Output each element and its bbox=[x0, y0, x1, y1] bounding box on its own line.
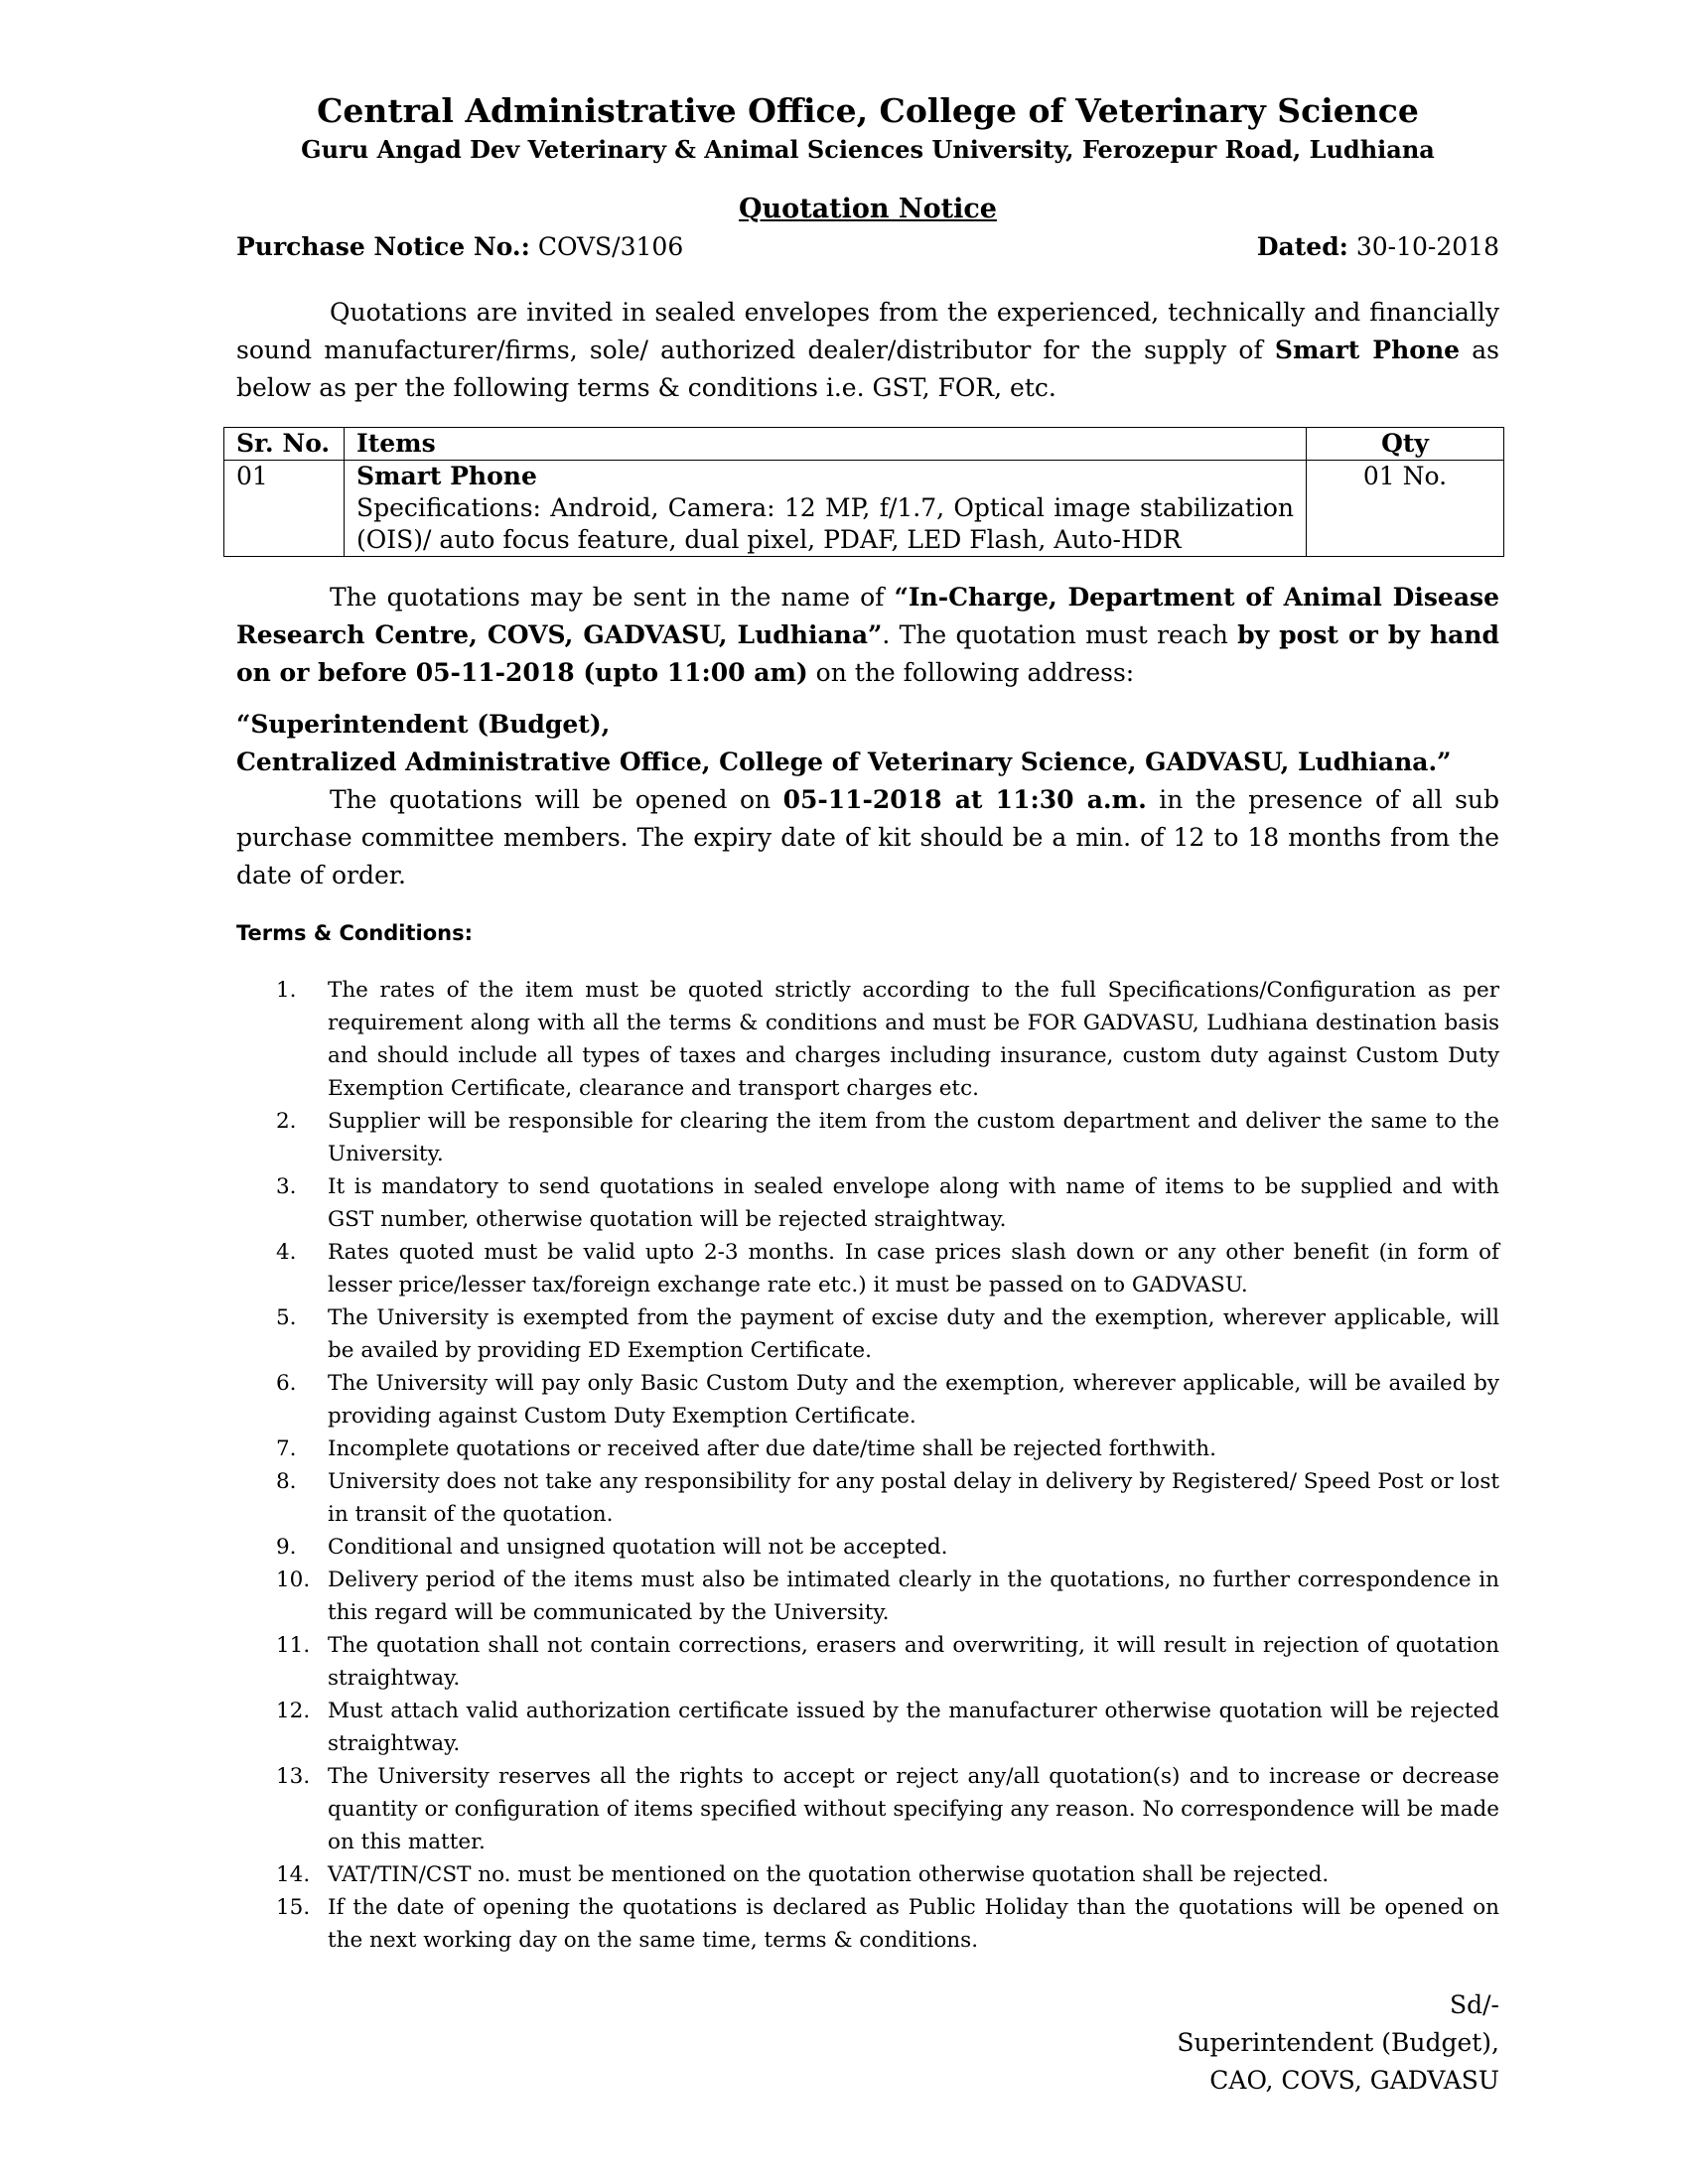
term-item bbox=[236, 1236, 1499, 1301]
purchase-notice-number: COVS/3106 bbox=[537, 232, 684, 261]
term-number: 3. bbox=[276, 1174, 297, 1199]
table-header-row bbox=[224, 428, 1504, 461]
items-table bbox=[223, 427, 1504, 557]
term-text: If the date of opening the quotations is declared as Public Holiday than the quotations will be opened on the next working day on the same time, terms & conditions. bbox=[328, 1895, 1499, 1953]
term-text: Incomplete quotations or received after due date/time shall be rejected forthwith. bbox=[328, 1436, 1216, 1461]
term-text: The University is exempted from the payment of excise duty and the exemption, wherever applicable, will be availed by providing ED Exemption Certificate. bbox=[328, 1305, 1499, 1363]
term-text: Supplier will be responsible for clearing the item from the custom department and deliver the same to the University. bbox=[328, 1109, 1499, 1166]
term-item bbox=[236, 974, 1499, 1105]
university-subtitle: Guru Angad Dev Veterinary & Animal Sciences University, Ferozepur Road, Ludhiana bbox=[301, 135, 1435, 164]
reference-line bbox=[236, 230, 1499, 264]
address-line-2: Centralized Administrative Office, College of Veterinary Science, GADVASU, Ludhiana.” bbox=[236, 748, 1452, 776]
terms-heading: Terms & Conditions: bbox=[236, 921, 473, 945]
intro-item: Smart Phone bbox=[1274, 336, 1461, 364]
term-text: The quotation shall not contain corrections, erasers and overwriting, it will result in rejection of quotation straightway. bbox=[328, 1633, 1499, 1691]
term-text: Conditional and unsigned quotation will not be accepted. bbox=[328, 1535, 948, 1560]
term-number: 2. bbox=[276, 1109, 297, 1134]
purchase-notice bbox=[236, 230, 683, 264]
submission-text-2: . The quotation must reach bbox=[882, 620, 1238, 649]
cell-item bbox=[345, 461, 1307, 557]
item-specifications: Specifications: Android, Camera: 12 MP, f/1.7, Optical image stabilization (OIS)/ auto focus feature, dual pixel, PDAF, LED Flash, Auto-HDR bbox=[356, 493, 1294, 554]
submission-text: The quotations may be sent in the name of bbox=[330, 583, 895, 612]
term-number: 15. bbox=[276, 1895, 311, 1920]
term-text: The rates of the item must be quoted strictly according to the full Specifications/Configuration as per requirement along with all the terms & conditions and must be FOR GADVASU, Ludhiana destination basis and should include all types of taxes and charges including insurance, custom duty against Custom Duty Exemption Certificate, clearance and transport charges etc. bbox=[328, 978, 1499, 1101]
term-text: VAT/TIN/CST no. must be mentioned on the quotation otherwise quotation shall be rejected. bbox=[328, 1862, 1330, 1887]
office-title: Central Administrative Office, College of Veterinary Science bbox=[317, 91, 1419, 130]
notice-title: Quotation Notice bbox=[739, 194, 997, 224]
signature-office: CAO, COVS, GADVASU bbox=[1209, 2066, 1499, 2095]
opening-text-2: in the presence of all sub purchase committee members. The expiry date of kit should be a min. of 12 to 18 months from the date of order. bbox=[236, 785, 1500, 889]
term-text: The University reserves all the rights to accept or reject any/all quotation(s) and to increase or decrease quantity or configuration of items specified without specifying any reason. No correspondence will be made on this matter. bbox=[328, 1764, 1499, 1854]
term-number: 7. bbox=[276, 1436, 297, 1461]
term-item bbox=[236, 1170, 1499, 1236]
opening-datetime: 05-11-2018 at 11:30 a.m. bbox=[782, 785, 1147, 814]
term-item bbox=[236, 1465, 1499, 1531]
term-number: 13. bbox=[276, 1764, 311, 1789]
term-text: University does not take any responsibility for any postal delay in delivery by Registered/ Speed Post or lost in transit of the quotation. bbox=[328, 1469, 1499, 1527]
header-qty: Qty bbox=[1307, 428, 1504, 461]
term-number: 4. bbox=[276, 1240, 297, 1265]
term-item bbox=[236, 1629, 1499, 1695]
submission-text-3: on the following address: bbox=[807, 658, 1135, 687]
header-items: Items bbox=[345, 428, 1307, 461]
header-sr-no: Sr. No. bbox=[224, 428, 345, 461]
purchase-notice-label: Purchase Notice No.: bbox=[236, 232, 530, 261]
submission-deadline: by post or by hand on or before 05-11-2018 (upto 11:00 am) bbox=[236, 620, 1499, 687]
opening-paragraph bbox=[236, 781, 1499, 894]
term-item bbox=[236, 1531, 1499, 1564]
notice-date bbox=[1257, 230, 1499, 264]
term-item bbox=[236, 1367, 1499, 1433]
cell-qty: 01 No. bbox=[1307, 461, 1504, 557]
signature-designation: Superintendent (Budget), bbox=[1177, 2028, 1499, 2057]
term-item bbox=[236, 1105, 1499, 1170]
term-text: It is mandatory to send quotations in sealed envelope along with name of items to be supplied and with GST number, otherwise quotation will be rejected straightway. bbox=[328, 1174, 1499, 1232]
term-item bbox=[236, 1564, 1499, 1629]
addressee-name: “In-Charge, Department of Animal Disease Research Centre, COVS, GADVASU, Ludhiana” bbox=[236, 583, 1499, 649]
term-item bbox=[236, 1858, 1499, 1891]
term-item bbox=[236, 1433, 1499, 1465]
term-text: Must attach valid authorization certificate issued by the manufacturer otherwise quotation will be rejected straightway. bbox=[328, 1699, 1499, 1756]
term-text: Delivery period of the items must also be intimated clearly in the quotations, no further correspondence in this regard will be communicated by the University. bbox=[328, 1568, 1499, 1625]
table-row bbox=[224, 461, 1504, 557]
address-line-1: “Superintendent (Budget), bbox=[236, 710, 611, 739]
dated-label: Dated: bbox=[1256, 232, 1348, 261]
intro-text-end: as below as per the following terms & conditions i.e. GST, FOR, etc. bbox=[236, 336, 1499, 402]
term-number: 8. bbox=[276, 1469, 297, 1494]
signature-block bbox=[236, 1986, 1499, 2100]
delivery-address bbox=[236, 706, 1499, 781]
term-text: Rates quoted must be valid upto 2-3 months. In case prices slash down or any other benefit (in form of lesser price/lesser tax/foreign exchange rate etc.) it must be passed on to GADVASU. bbox=[328, 1240, 1499, 1297]
term-number: 12. bbox=[276, 1699, 311, 1723]
term-number: 10. bbox=[276, 1568, 311, 1592]
intro-paragraph bbox=[236, 294, 1499, 407]
document-page bbox=[236, 91, 1499, 2100]
term-number: 14. bbox=[276, 1862, 311, 1887]
item-name: Smart Phone bbox=[356, 462, 537, 490]
intro-text: Quotations are invited in sealed envelopes from the experienced, technically and financially sound manufacturer/firms, sole/ authorized dealer/distributor for the supply of bbox=[236, 298, 1499, 364]
terms-list bbox=[236, 974, 1499, 1957]
term-item bbox=[236, 1301, 1499, 1367]
term-number: 6. bbox=[276, 1371, 297, 1396]
term-item bbox=[236, 1760, 1499, 1858]
opening-text: The quotations will be opened on bbox=[330, 785, 783, 814]
term-item bbox=[236, 1695, 1499, 1760]
term-item bbox=[236, 1891, 1499, 1957]
term-number: 11. bbox=[276, 1633, 311, 1658]
dated-value: 30-10-2018 bbox=[1355, 232, 1499, 261]
term-number: 5. bbox=[276, 1305, 297, 1330]
term-text: The University will pay only Basic Custom Duty and the exemption, wherever applicable, will be availed by providing against Custom Duty Exemption Certificate. bbox=[328, 1371, 1499, 1429]
cell-sr-no: 01 bbox=[224, 461, 345, 557]
term-number: 9. bbox=[276, 1535, 297, 1560]
signature-sd: Sd/- bbox=[1450, 1990, 1499, 2019]
submission-paragraph bbox=[236, 579, 1499, 692]
term-number: 1. bbox=[276, 978, 297, 1003]
